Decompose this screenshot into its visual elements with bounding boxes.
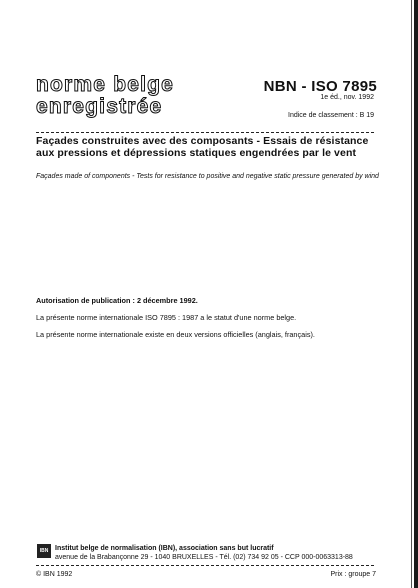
copyright: © IBN 1992 (36, 571, 73, 578)
title-divider (36, 132, 374, 133)
standard-number: NBN - ISO 7895 (263, 78, 377, 95)
versions-paragraph: La présente norme internationale existe en deux versions officielles (anglais, français). (36, 330, 315, 339)
edition: 1e éd., nov. 1992 (320, 94, 374, 101)
page-edge-line (411, 0, 412, 588)
title-french: Façades construites avec des composants - Essais de résistance aux pressions et dépressions statiques engendrées par le vent (36, 135, 369, 159)
doc-type-line1: norme belge (36, 73, 175, 96)
institute-name: Institut belge de normalisation (IBN), association sans but lucratif (55, 545, 274, 552)
status-paragraph: La présente norme internationale ISO 7895 : 1987 a le statut d'une norme belge. (36, 313, 297, 322)
classification-index: Indice de classement : B 19 (288, 112, 374, 119)
footer-divider (36, 565, 374, 566)
publication-authorization: Autorisation de publication : 2 décembre 1992. (36, 296, 198, 305)
doc-type-line2: enregistrée (36, 95, 163, 118)
ibn-logo (37, 544, 51, 558)
title-english: Façades made of components - Tests for resistance to positive and negative static pressure generated by wind (36, 173, 379, 180)
page-edge (414, 0, 418, 588)
ibn-logo-text: IBN (39, 548, 49, 554)
price-group: Prix : groupe 7 (330, 571, 376, 578)
institute-address: avenue de la Brabançonne 29 - 1040 BRUXELLES - Tél. (02) 734 92 05 - CCP 000-0063313-88 (55, 554, 353, 561)
